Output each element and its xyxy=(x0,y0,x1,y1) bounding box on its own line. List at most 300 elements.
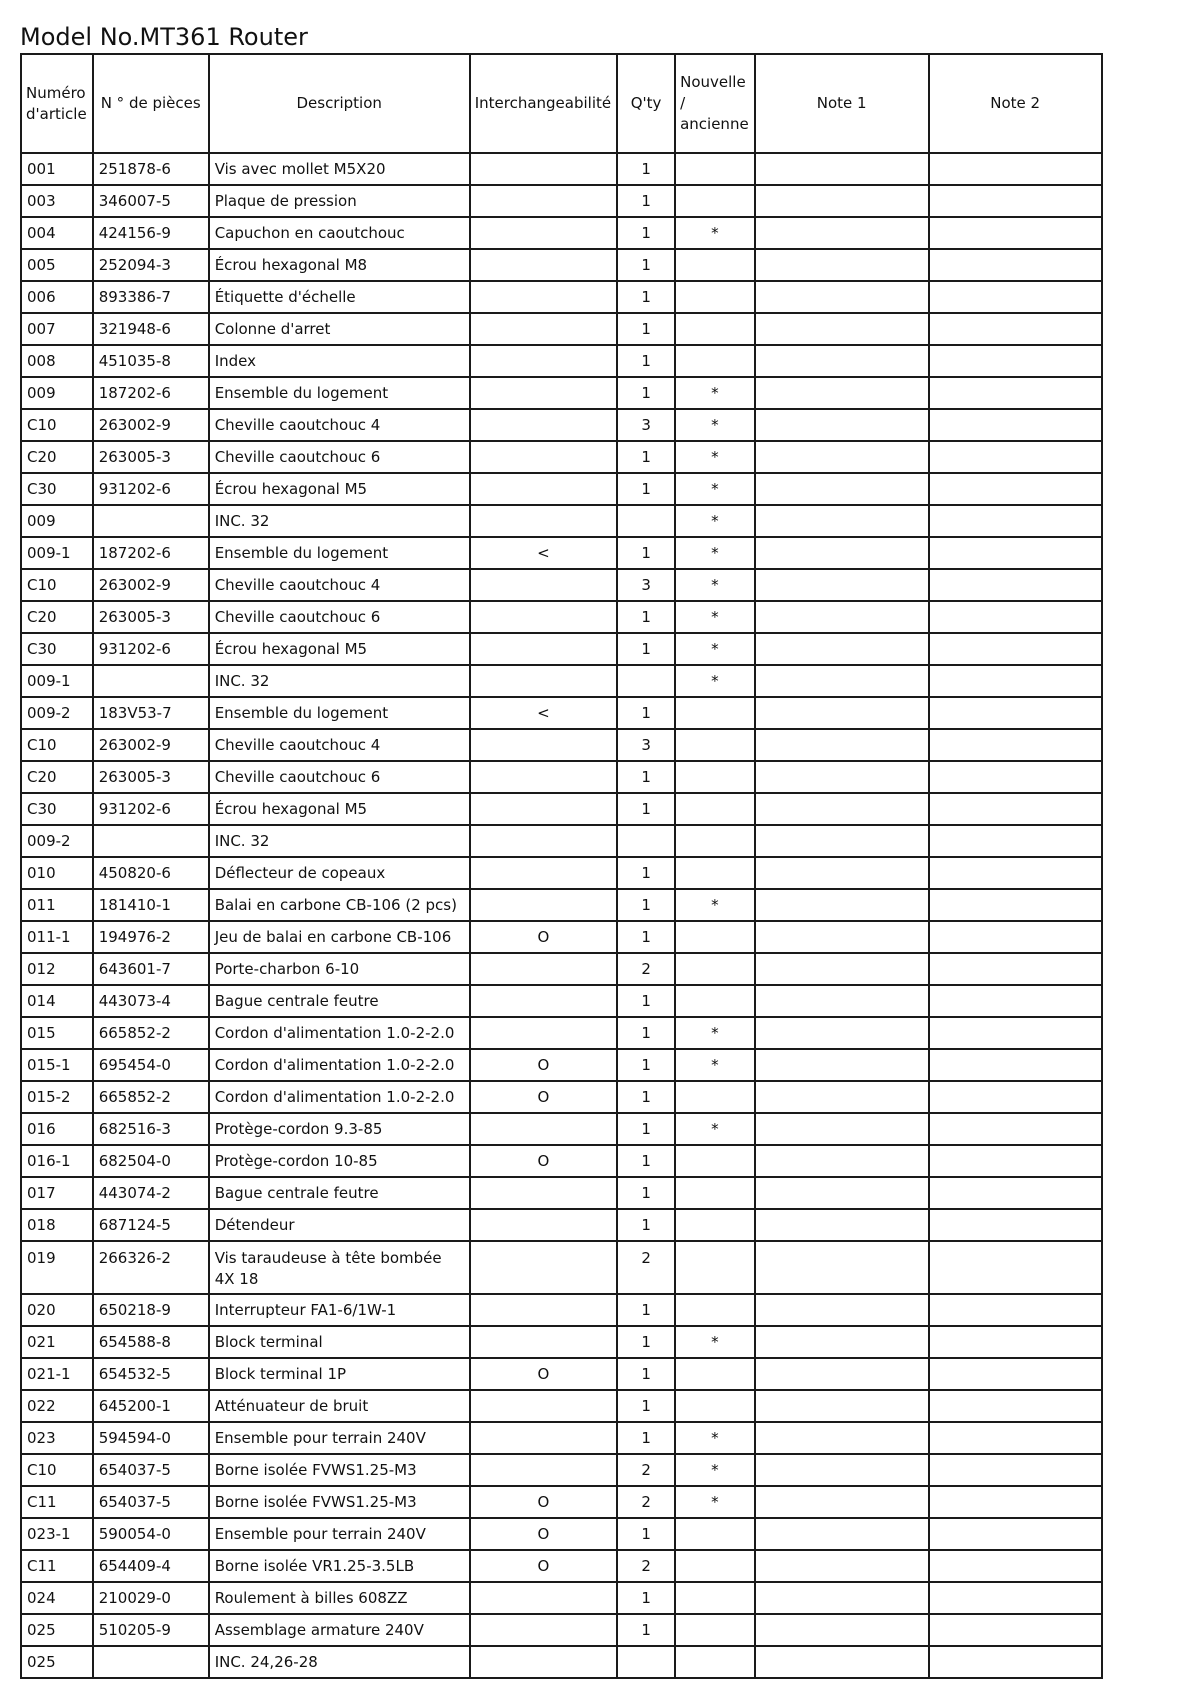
table-row xyxy=(21,313,1102,345)
cell-new-old xyxy=(675,345,755,377)
cell-part-no: 451035-8 xyxy=(93,345,209,377)
table-row xyxy=(21,217,1102,249)
cell-qty: 1 xyxy=(617,1326,675,1358)
cell-description: Jeu de balai en carbone CB-106 xyxy=(209,921,470,953)
header-qty: Q'ty xyxy=(617,54,675,153)
cell-description: INC. 32 xyxy=(209,825,470,857)
cell-qty: 1 xyxy=(617,1017,675,1049)
cell-item-no: 023-1 xyxy=(21,1518,93,1550)
table-body xyxy=(21,153,1102,1678)
cell-note1 xyxy=(755,633,929,665)
cell-description: Colonne d'arret xyxy=(209,313,470,345)
cell-interchangeability xyxy=(470,1113,617,1145)
cell-note2 xyxy=(929,1550,1102,1582)
cell-note1 xyxy=(755,377,929,409)
cell-interchangeability xyxy=(470,473,617,505)
cell-qty: 1 xyxy=(617,601,675,633)
cell-item-no: 004 xyxy=(21,217,93,249)
cell-interchangeability xyxy=(470,249,617,281)
cell-item-no: 001 xyxy=(21,153,93,185)
cell-new-old: * xyxy=(675,537,755,569)
cell-interchangeability: O xyxy=(470,1486,617,1518)
cell-note1 xyxy=(755,1582,929,1614)
cell-interchangeability xyxy=(470,889,617,921)
cell-qty: 1 xyxy=(617,249,675,281)
cell-interchangeability xyxy=(470,1390,617,1422)
cell-note2 xyxy=(929,377,1102,409)
cell-item-no: 015-1 xyxy=(21,1049,93,1081)
cell-qty: 1 xyxy=(617,377,675,409)
cell-part-no: 893386-7 xyxy=(93,281,209,313)
cell-note1 xyxy=(755,1017,929,1049)
cell-item-no: 015-2 xyxy=(21,1081,93,1113)
table-row xyxy=(21,633,1102,665)
cell-new-old: * xyxy=(675,569,755,601)
cell-interchangeability: O xyxy=(470,1081,617,1113)
cell-description: Protège-cordon 9.3-85 xyxy=(209,1113,470,1145)
cell-part-no: 450820-6 xyxy=(93,857,209,889)
cell-new-old xyxy=(675,793,755,825)
cell-description: Cheville caoutchouc 6 xyxy=(209,601,470,633)
cell-description: Cheville caoutchouc 4 xyxy=(209,569,470,601)
cell-description: Détendeur xyxy=(209,1209,470,1241)
cell-item-no: C30 xyxy=(21,633,93,665)
cell-item-no: C30 xyxy=(21,793,93,825)
table-row xyxy=(21,409,1102,441)
cell-description: Écrou hexagonal M5 xyxy=(209,793,470,825)
cell-note2 xyxy=(929,793,1102,825)
cell-interchangeability: O xyxy=(470,1145,617,1177)
cell-note2 xyxy=(929,697,1102,729)
cell-part-no: 510205-9 xyxy=(93,1614,209,1646)
cell-note1 xyxy=(755,441,929,473)
cell-item-no: C20 xyxy=(21,441,93,473)
cell-note1 xyxy=(755,1209,929,1241)
cell-note2 xyxy=(929,1145,1102,1177)
cell-interchangeability xyxy=(470,825,617,857)
cell-interchangeability xyxy=(470,857,617,889)
cell-note2 xyxy=(929,665,1102,697)
table-row xyxy=(21,505,1102,537)
cell-part-no: 266326-2 xyxy=(93,1241,209,1294)
cell-description: Cheville caoutchouc 6 xyxy=(209,441,470,473)
cell-qty: 1 xyxy=(617,857,675,889)
cell-note2 xyxy=(929,1049,1102,1081)
cell-qty: 1 xyxy=(617,1081,675,1113)
cell-description: Block terminal 1P xyxy=(209,1358,470,1390)
cell-qty: 1 xyxy=(617,281,675,313)
cell-qty: 1 xyxy=(617,1614,675,1646)
cell-part-no: 931202-6 xyxy=(93,473,209,505)
cell-note2 xyxy=(929,633,1102,665)
cell-new-old xyxy=(675,1081,755,1113)
cell-interchangeability xyxy=(470,1326,617,1358)
cell-new-old xyxy=(675,1550,755,1582)
table-row xyxy=(21,1081,1102,1113)
cell-interchangeability xyxy=(470,1614,617,1646)
cell-new-old xyxy=(675,1241,755,1294)
cell-qty: 1 xyxy=(617,1390,675,1422)
cell-description: Borne isolée FVWS1.25-M3 xyxy=(209,1486,470,1518)
cell-qty: 1 xyxy=(617,185,675,217)
cell-part-no: 263002-9 xyxy=(93,569,209,601)
cell-part-no: 443073-4 xyxy=(93,985,209,1017)
cell-qty: 2 xyxy=(617,1486,675,1518)
cell-description: Ensemble du logement xyxy=(209,377,470,409)
cell-note2 xyxy=(929,1017,1102,1049)
cell-note1 xyxy=(755,313,929,345)
cell-item-no: 015 xyxy=(21,1017,93,1049)
cell-description: Cheville caoutchouc 6 xyxy=(209,761,470,793)
cell-note2 xyxy=(929,1646,1102,1678)
cell-interchangeability xyxy=(470,1646,617,1678)
cell-part-no: 263005-3 xyxy=(93,601,209,633)
cell-part-no: 252094-3 xyxy=(93,249,209,281)
cell-new-old xyxy=(675,185,755,217)
cell-description: Écrou hexagonal M5 xyxy=(209,473,470,505)
cell-note2 xyxy=(929,1582,1102,1614)
cell-new-old: * xyxy=(675,409,755,441)
cell-part-no: 251878-6 xyxy=(93,153,209,185)
cell-item-no: 003 xyxy=(21,185,93,217)
table-row xyxy=(21,1550,1102,1582)
header-new-old: Nouvelle / ancienne xyxy=(675,54,755,153)
cell-item-no: 024 xyxy=(21,1582,93,1614)
cell-description: Ensemble pour terrain 240V xyxy=(209,1422,470,1454)
cell-new-old: * xyxy=(675,1326,755,1358)
cell-note1 xyxy=(755,505,929,537)
cell-part-no: 695454-0 xyxy=(93,1049,209,1081)
cell-qty: 1 xyxy=(617,921,675,953)
cell-interchangeability xyxy=(470,313,617,345)
cell-description: Roulement à billes 608ZZ xyxy=(209,1582,470,1614)
table-row xyxy=(21,345,1102,377)
cell-note1 xyxy=(755,1454,929,1486)
cell-description: INC. 24,26-28 xyxy=(209,1646,470,1678)
cell-note1 xyxy=(755,537,929,569)
cell-note2 xyxy=(929,1113,1102,1145)
cell-note1 xyxy=(755,953,929,985)
cell-description: Bague centrale feutre xyxy=(209,985,470,1017)
cell-item-no: 006 xyxy=(21,281,93,313)
cell-new-old xyxy=(675,985,755,1017)
cell-interchangeability xyxy=(470,1294,617,1326)
cell-note1 xyxy=(755,697,929,729)
cell-new-old xyxy=(675,1614,755,1646)
cell-note2 xyxy=(929,1209,1102,1241)
cell-item-no: C30 xyxy=(21,473,93,505)
cell-item-no: 009-1 xyxy=(21,665,93,697)
table-row xyxy=(21,537,1102,569)
cell-interchangeability xyxy=(470,985,617,1017)
table-row xyxy=(21,1113,1102,1145)
cell-qty xyxy=(617,1646,675,1678)
cell-note2 xyxy=(929,185,1102,217)
cell-part-no: 210029-0 xyxy=(93,1582,209,1614)
cell-item-no: 021-1 xyxy=(21,1358,93,1390)
table-row xyxy=(21,1177,1102,1209)
cell-description: Ensemble pour terrain 240V xyxy=(209,1518,470,1550)
cell-note2 xyxy=(929,569,1102,601)
cell-note1 xyxy=(755,1550,929,1582)
cell-part-no: 263005-3 xyxy=(93,761,209,793)
cell-note1 xyxy=(755,1294,929,1326)
header-description: Description xyxy=(209,54,470,153)
cell-qty: 1 xyxy=(617,153,675,185)
cell-description: Balai en carbone CB-106 (2 pcs) xyxy=(209,889,470,921)
cell-interchangeability: < xyxy=(470,537,617,569)
cell-description: Atténuateur de bruit xyxy=(209,1390,470,1422)
cell-interchangeability xyxy=(470,1422,617,1454)
cell-note1 xyxy=(755,825,929,857)
table-row xyxy=(21,377,1102,409)
cell-description: Cordon d'alimentation 1.0-2-2.0 xyxy=(209,1049,470,1081)
cell-interchangeability: O xyxy=(470,1550,617,1582)
cell-item-no: 009-1 xyxy=(21,537,93,569)
cell-part-no: 645200-1 xyxy=(93,1390,209,1422)
cell-note1 xyxy=(755,473,929,505)
cell-item-no: 009-2 xyxy=(21,825,93,857)
cell-new-old: * xyxy=(675,1049,755,1081)
cell-part-no: 654588-8 xyxy=(93,1326,209,1358)
cell-note1 xyxy=(755,249,929,281)
cell-qty: 1 xyxy=(617,1294,675,1326)
cell-qty: 1 xyxy=(617,633,675,665)
cell-interchangeability xyxy=(470,1177,617,1209)
cell-note1 xyxy=(755,185,929,217)
cell-interchangeability xyxy=(470,1454,617,1486)
cell-note2 xyxy=(929,1081,1102,1113)
table-row xyxy=(21,441,1102,473)
table-row xyxy=(21,153,1102,185)
cell-part-no: 183V53-7 xyxy=(93,697,209,729)
cell-interchangeability xyxy=(470,1209,617,1241)
cell-qty: 1 xyxy=(617,1358,675,1390)
cell-description: Écrou hexagonal M8 xyxy=(209,249,470,281)
cell-part-no: 654037-5 xyxy=(93,1486,209,1518)
cell-part-no: 654409-4 xyxy=(93,1550,209,1582)
cell-note2 xyxy=(929,1358,1102,1390)
cell-interchangeability: O xyxy=(470,1358,617,1390)
cell-part-no: 931202-6 xyxy=(93,633,209,665)
cell-note2 xyxy=(929,1177,1102,1209)
cell-note2 xyxy=(929,985,1102,1017)
cell-note1 xyxy=(755,985,929,1017)
cell-item-no: 009 xyxy=(21,377,93,409)
cell-part-no: 665852-2 xyxy=(93,1081,209,1113)
cell-new-old xyxy=(675,1646,755,1678)
cell-interchangeability: O xyxy=(470,921,617,953)
table-row xyxy=(21,1294,1102,1326)
cell-qty: 1 xyxy=(617,345,675,377)
cell-part-no: 594594-0 xyxy=(93,1422,209,1454)
table-row xyxy=(21,953,1102,985)
cell-qty: 2 xyxy=(617,953,675,985)
cell-note1 xyxy=(755,281,929,313)
cell-part-no: 443074-2 xyxy=(93,1177,209,1209)
cell-note2 xyxy=(929,281,1102,313)
cell-qty: 3 xyxy=(617,569,675,601)
cell-item-no: 017 xyxy=(21,1177,93,1209)
cell-description: Cordon d'alimentation 1.0-2-2.0 xyxy=(209,1081,470,1113)
cell-note2 xyxy=(929,1518,1102,1550)
cell-note1 xyxy=(755,665,929,697)
cell-description: Ensemble du logement xyxy=(209,537,470,569)
cell-qty: 1 xyxy=(617,1113,675,1145)
cell-note1 xyxy=(755,857,929,889)
cell-new-old xyxy=(675,953,755,985)
cell-item-no: 007 xyxy=(21,313,93,345)
cell-note1 xyxy=(755,569,929,601)
cell-qty: 1 xyxy=(617,697,675,729)
cell-note2 xyxy=(929,1241,1102,1294)
cell-note1 xyxy=(755,793,929,825)
cell-note2 xyxy=(929,1454,1102,1486)
cell-description: Vis taraudeuse à tête bombée 4X 18 xyxy=(209,1241,470,1294)
cell-interchangeability xyxy=(470,153,617,185)
table-row xyxy=(21,793,1102,825)
cell-part-no: 263002-9 xyxy=(93,409,209,441)
cell-description: Plaque de pression xyxy=(209,185,470,217)
cell-new-old xyxy=(675,281,755,313)
cell-description: Écrou hexagonal M5 xyxy=(209,633,470,665)
cell-qty: 1 xyxy=(617,1422,675,1454)
table-row xyxy=(21,761,1102,793)
table-row xyxy=(21,825,1102,857)
table-row xyxy=(21,1582,1102,1614)
table-row xyxy=(21,857,1102,889)
cell-note1 xyxy=(755,1177,929,1209)
cell-note1 xyxy=(755,1241,929,1294)
cell-description: Cheville caoutchouc 4 xyxy=(209,729,470,761)
cell-qty: 2 xyxy=(617,1241,675,1294)
cell-part-no xyxy=(93,665,209,697)
cell-new-old: * xyxy=(675,441,755,473)
cell-item-no: C10 xyxy=(21,569,93,601)
cell-new-old: * xyxy=(675,217,755,249)
cell-note2 xyxy=(929,601,1102,633)
cell-interchangeability xyxy=(470,441,617,473)
table-row xyxy=(21,1422,1102,1454)
cell-qty: 1 xyxy=(617,473,675,505)
cell-new-old: * xyxy=(675,1454,755,1486)
cell-part-no xyxy=(93,825,209,857)
table-row xyxy=(21,249,1102,281)
header-part-no: N ° de pièces xyxy=(93,54,209,153)
cell-note1 xyxy=(755,1422,929,1454)
cell-description: Capuchon en caoutchouc xyxy=(209,217,470,249)
cell-description: Index xyxy=(209,345,470,377)
cell-qty: 1 xyxy=(617,1177,675,1209)
cell-note2 xyxy=(929,249,1102,281)
cell-note2 xyxy=(929,857,1102,889)
cell-part-no: 654037-5 xyxy=(93,1454,209,1486)
cell-part-no: 682516-3 xyxy=(93,1113,209,1145)
cell-note1 xyxy=(755,1145,929,1177)
cell-interchangeability xyxy=(470,601,617,633)
table-row xyxy=(21,1390,1102,1422)
cell-note2 xyxy=(929,953,1102,985)
cell-part-no: 263005-3 xyxy=(93,441,209,473)
cell-qty xyxy=(617,825,675,857)
cell-qty xyxy=(617,665,675,697)
cell-part-no: 321948-6 xyxy=(93,313,209,345)
cell-new-old xyxy=(675,921,755,953)
cell-note2 xyxy=(929,313,1102,345)
cell-note1 xyxy=(755,1486,929,1518)
cell-qty: 3 xyxy=(617,409,675,441)
table-row xyxy=(21,569,1102,601)
cell-item-no: C10 xyxy=(21,729,93,761)
cell-note1 xyxy=(755,1358,929,1390)
cell-interchangeability xyxy=(470,409,617,441)
cell-item-no: 009 xyxy=(21,505,93,537)
cell-interchangeability xyxy=(470,729,617,761)
cell-description: Cordon d'alimentation 1.0-2-2.0 xyxy=(209,1017,470,1049)
cell-note2 xyxy=(929,153,1102,185)
cell-item-no: 016 xyxy=(21,1113,93,1145)
cell-description: INC. 32 xyxy=(209,505,470,537)
cell-note2 xyxy=(929,921,1102,953)
table-row xyxy=(21,1017,1102,1049)
header-item-no: Numéro d'article xyxy=(21,54,93,153)
cell-qty: 1 xyxy=(617,761,675,793)
cell-new-old xyxy=(675,1294,755,1326)
cell-item-no: 021 xyxy=(21,1326,93,1358)
cell-note2 xyxy=(929,761,1102,793)
cell-note1 xyxy=(755,1081,929,1113)
cell-qty: 1 xyxy=(617,889,675,921)
table-row xyxy=(21,729,1102,761)
cell-new-old: * xyxy=(675,377,755,409)
cell-new-old: * xyxy=(675,665,755,697)
cell-item-no: 011 xyxy=(21,889,93,921)
cell-new-old: * xyxy=(675,1422,755,1454)
table-row xyxy=(21,921,1102,953)
cell-note2 xyxy=(929,473,1102,505)
table-row xyxy=(21,1241,1102,1294)
cell-qty: 1 xyxy=(617,985,675,1017)
cell-interchangeability: O xyxy=(470,1049,617,1081)
cell-item-no: 014 xyxy=(21,985,93,1017)
cell-part-no: 643601-7 xyxy=(93,953,209,985)
cell-item-no: 025 xyxy=(21,1614,93,1646)
table-row xyxy=(21,1049,1102,1081)
cell-part-no: 687124-5 xyxy=(93,1209,209,1241)
cell-new-old xyxy=(675,1582,755,1614)
cell-qty xyxy=(617,505,675,537)
cell-note1 xyxy=(755,217,929,249)
cell-note2 xyxy=(929,345,1102,377)
cell-item-no: 012 xyxy=(21,953,93,985)
table-row xyxy=(21,985,1102,1017)
cell-qty: 1 xyxy=(617,793,675,825)
cell-part-no: 424156-9 xyxy=(93,217,209,249)
cell-note1 xyxy=(755,1390,929,1422)
cell-new-old xyxy=(675,697,755,729)
cell-part-no xyxy=(93,505,209,537)
cell-interchangeability xyxy=(470,761,617,793)
table-row xyxy=(21,1209,1102,1241)
cell-item-no: 022 xyxy=(21,1390,93,1422)
cell-new-old xyxy=(675,313,755,345)
cell-part-no: 263002-9 xyxy=(93,729,209,761)
cell-qty: 1 xyxy=(617,217,675,249)
cell-new-old: * xyxy=(675,473,755,505)
cell-item-no: C10 xyxy=(21,1454,93,1486)
table-header-row xyxy=(21,54,1102,153)
cell-qty: 2 xyxy=(617,1454,675,1486)
